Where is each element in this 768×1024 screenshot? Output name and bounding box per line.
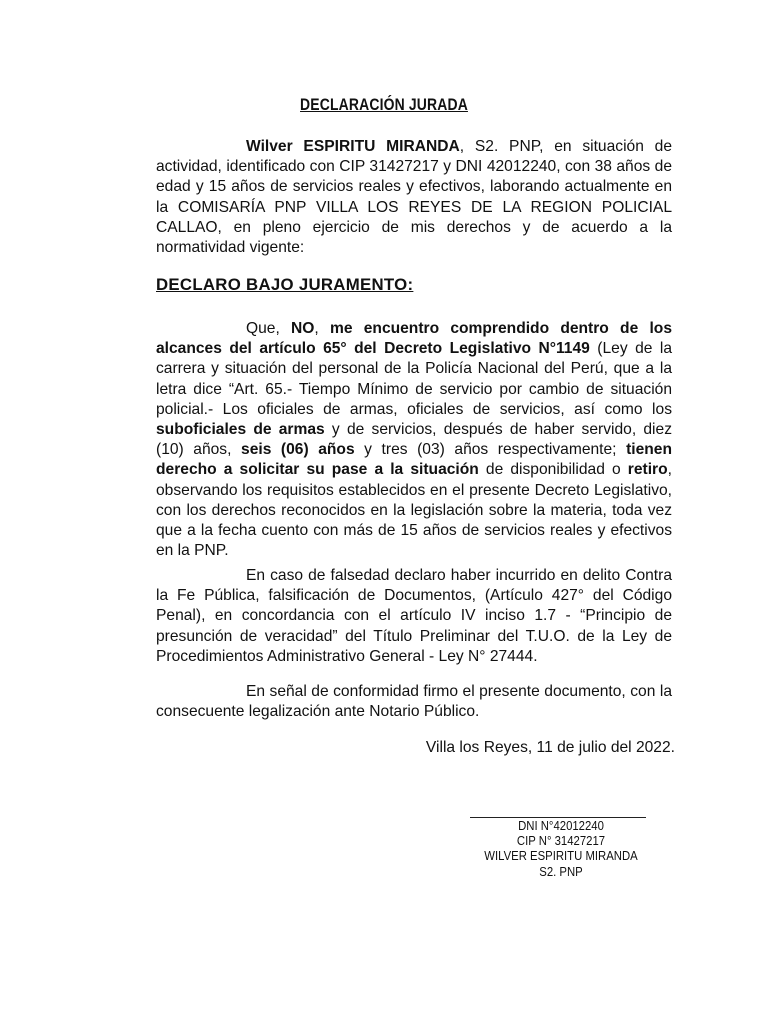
falsehood-paragraph bbox=[156, 566, 672, 667]
signature-cip: CIP N° 31427217 bbox=[516, 834, 606, 849]
decl-bold-1: NO bbox=[291, 320, 315, 337]
place-date: Villa los Reyes, 11 de julio del 2022. bbox=[425, 739, 675, 756]
declarant-name: Wilver ESPIRITU MIRANDA bbox=[246, 138, 460, 155]
falsehood-text: En caso de falsedad declaro haber incurrido en delito Contra la Fe Pública, falsificación de Documentos, (Artículo 427° del Código Penal), en concordancia con el artículo IV inciso 1.7 - “Principio de presunción de veracidad” del Título Preliminar del T.U.O. de la Ley de Procedimientos Administrativo General - Ley N° 27444. bbox=[156, 567, 672, 665]
decl-bold-5: tienen derecho a solicitar su pase a la situación bbox=[156, 441, 672, 479]
decl-bold-2: me encuentro comprendido dentro de los alcances del artículo 65° del Decreto Legislativo N°1149 bbox=[156, 320, 672, 358]
decl-text-1: Que, bbox=[246, 320, 292, 337]
decl-text-3: (Ley de la carrera y situación del personal de la Policía Nacional del Perú, que a la letra dice “Art. 65.- Tiempo Mínimo de servicio por cambio de situación policial.- Los oficiales de armas, oficiales de servicios, así como los bbox=[156, 340, 672, 418]
decl-text-6: de disponibilidad o bbox=[478, 461, 628, 479]
decl-text-2: , bbox=[314, 320, 330, 337]
signature-name: WILVER ESPIRITU MIRANDA bbox=[484, 849, 638, 864]
declaration-heading: DECLARO BAJO JURAMENTO: bbox=[156, 275, 414, 294]
declaration-paragraph bbox=[156, 319, 672, 561]
document-title: DECLARACIÓN JURADA bbox=[300, 95, 468, 114]
decl-bold-6: retiro bbox=[627, 461, 668, 479]
signature-dni: DNI N°42012240 bbox=[518, 819, 604, 833]
intro-paragraph bbox=[156, 137, 672, 258]
intro-text: , S2. PNP, en situación de actividad, identificado con CIP 31427217 y DNI 42012240, con 38 años de edad y 15 años de servicios reales y efectivos, laborando actualmente en la COMISARÍA PNP VILLA LOS REYES DE LA REGION POLICIAL CALLAO, en pleno ejercicio de mis derechos y de acuerdo a la normatividad vigente: bbox=[156, 138, 672, 257]
decl-bold-3: suboficiales de armas bbox=[156, 421, 325, 439]
conformity-text: En señal de conformidad firmo el presente documento, con la consecuente legalización ante Notario Público. bbox=[156, 683, 672, 721]
signature-line bbox=[470, 817, 646, 818]
signature-block bbox=[448, 819, 674, 880]
decl-text-4: y de servicios, después de haber servido, diez (10) años, bbox=[156, 421, 672, 459]
conformity-paragraph bbox=[156, 682, 672, 722]
signature-rank: S2. PNP bbox=[539, 864, 583, 879]
decl-bold-4: seis (06) años bbox=[241, 441, 355, 459]
decl-text-5: y tres (03) años respectivamente; bbox=[354, 441, 627, 459]
decl-text-7: , observando los requisitos establecidos en el presente Decreto Legislativo, con los derechos reconocidos en la legislación sobre la materia, toda vez que a la fecha cuento con más de 15 años de servicios reales y efectivos en la PNP. bbox=[156, 461, 672, 560]
